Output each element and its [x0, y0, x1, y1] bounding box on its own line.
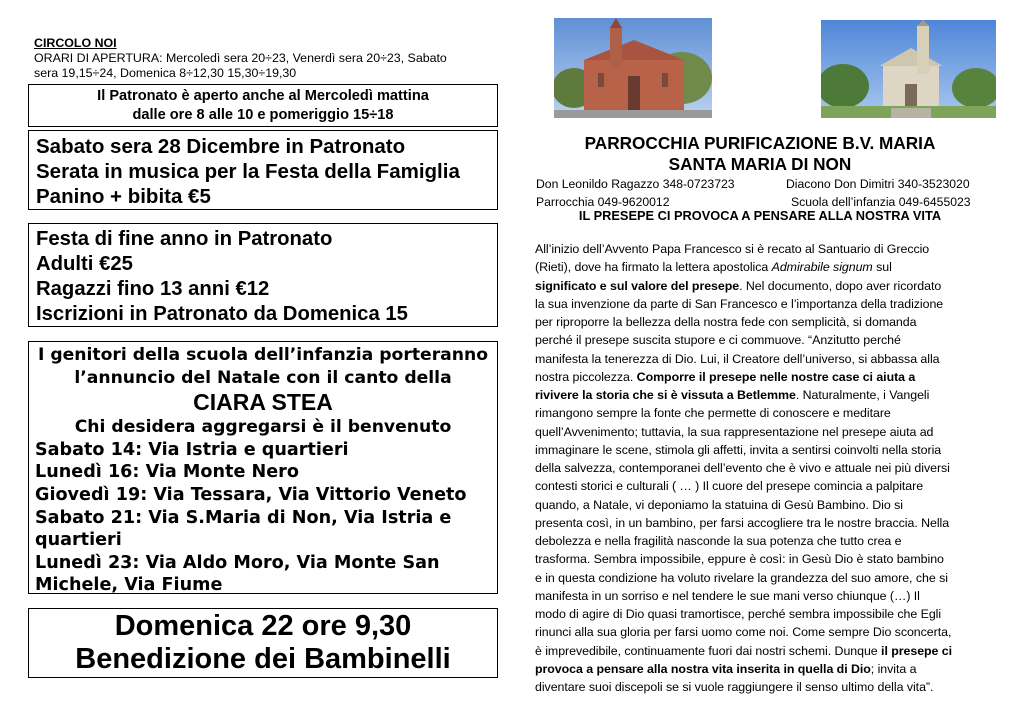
- fine-anno-line-2: Adulti €25: [36, 253, 133, 275]
- serata-famiglia-box: [28, 130, 498, 210]
- article-text-segment: . Nel documento, dopo aver ricordato: [739, 278, 942, 293]
- article-text-segment: diventare suoi discepoli se si vuole raggiungere il senso ultimo della vita”.: [535, 680, 934, 694]
- article-text-segment: provoca a pensare alla nostra vita inserita in quella di Dio: [535, 661, 871, 676]
- article-text-segment: la sua invenzione da parte di San Francesco e l’importanza della tradizione: [535, 296, 944, 311]
- schedule-item: Lunedì 16: Via Monte Nero: [35, 462, 299, 483]
- article-text-segment: significato e sul valore del presepe: [535, 278, 740, 293]
- article-line: [535, 350, 995, 368]
- article-text-segment: manifesta la tenerezza di Dio. Lui, il Creatore dell’universo, si abbassa alla: [535, 351, 940, 366]
- article-text-segment: e in questa condizione ha voluto rivelare la grandezza del suo amore, che si: [535, 570, 948, 585]
- serata-line-3: Panino + bibita €5: [36, 185, 211, 208]
- parish-title: [520, 133, 1000, 175]
- ciara-intro-line-2: l’annuncio del Natale con il canto della: [74, 367, 452, 388]
- article-line: [535, 368, 995, 386]
- contact-school: Scuola dell’infanzia 049-6455023: [791, 195, 971, 209]
- article-text-segment: (Rieti), dove ha firmato la lettera apostolica: [535, 260, 772, 275]
- article-text-segment: nostra piccolezza.: [535, 369, 637, 384]
- article-line: [535, 404, 995, 422]
- parish-name-line-2: SANTA MARIA DI NON: [668, 154, 852, 174]
- serata-line-1: Sabato sera 28 Dicembre in Patronato: [36, 135, 406, 158]
- article-line: [535, 331, 995, 349]
- article-line: [535, 569, 995, 587]
- ciara-title: CIARA STEA: [193, 389, 333, 416]
- article-line: [535, 295, 995, 313]
- article-text-segment: quell’Avvenimento; tuttavia, la sua rappresentazione nel presepe aiuta ad: [535, 424, 934, 439]
- contact-deacon: Diacono Don Dimitri 340-3523020: [786, 177, 970, 191]
- article-text-segment: Admirabile signum: [771, 260, 873, 275]
- ciara-invite: Chi desidera aggregarsi è il benvenuto: [74, 417, 452, 438]
- article-line: [535, 678, 995, 696]
- article-text-segment: ; invita a: [870, 661, 917, 676]
- schedule-item: Sabato 21: Via S.Maria di Non, Via Istria e: [35, 507, 452, 528]
- article-line: [535, 550, 995, 568]
- article-text-segment: presenta così, in un bambino, per farsi accogliere tra le nostre braccia. Nella: [535, 515, 950, 530]
- circolo-title: CIRCOLO NOI: [34, 36, 117, 50]
- church-photo-1: [554, 18, 712, 118]
- article-line: [535, 459, 995, 477]
- parish-name-line-1: PARROCCHIA PURIFICAZIONE B.V. MARIA: [584, 133, 936, 153]
- ciara-stea-box: [28, 341, 498, 594]
- article-text-segment: trasforma. Sembra impossibile, eppure è così: in Gesù Dio è stato bambino: [535, 552, 944, 567]
- article-line: [535, 277, 995, 295]
- article-line: [535, 441, 995, 459]
- schedule-item: Sabato 14: Via Istria e quartieri: [35, 439, 349, 460]
- article-text-segment: Comporre il presepe nelle nostre case ci aiuta a: [636, 369, 916, 384]
- fine-anno-line-3: Ragazzi fino 13 anni €12: [36, 278, 270, 300]
- article-text-segment: All’inizio dell’Avvento Papa Francesco si è recato al Santuario di Greccio: [535, 242, 930, 256]
- article-text-segment: rimangono sempre la fonte che permette di conoscere e meditare: [535, 406, 891, 421]
- serata-line-2: Serata in musica per la Festa della Famiglia: [36, 160, 460, 183]
- fine-anno-box: [28, 223, 498, 327]
- article-text-segment: della salvezza, contemporanei dell’evento che è vivo e attuale nei più diversi: [535, 461, 950, 475]
- opening-hours-line-1: ORARI DI APERTURA: Mercoledì sera 20÷23, Venerdì sera 20÷23, Sabato: [34, 51, 447, 65]
- church-photo-2: [821, 20, 996, 118]
- article-line: [535, 623, 995, 641]
- article-title: IL PRESEPE CI PROVOCA A PENSARE ALLA NOSTRA VITA: [578, 208, 942, 223]
- article-text-segment: immaginare le scene, stimola gli affetti, invita a sentirsi coinvolti nella storia: [535, 442, 942, 457]
- article-line: [535, 605, 995, 623]
- article-line: [535, 477, 995, 495]
- article-text-segment: debolezza e nella fragilità nasconde la sua potenza che tutto crea e: [535, 534, 902, 548]
- article-text-segment: il presepe ci: [881, 643, 953, 658]
- article-text-segment: quando, a Natale, vi deponiamo la statuina di Gesù Bambino. Dio si: [535, 497, 903, 512]
- article-text-segment: perché il presepe suscita stupore e ci commuove. “Anzitutto perché: [535, 333, 901, 348]
- article-line: [535, 514, 995, 532]
- benedizione-line-2: Benedizione dei Bambinelli: [75, 643, 451, 675]
- article-text-segment: rinunci alla sua gloria per farsi uomo come noi. Come sempre Dio sconcerta,: [535, 625, 952, 640]
- benedizione-line-1: Domenica 22 ore 9,30: [114, 610, 412, 642]
- fine-anno-line-4: Iscrizioni in Patronato da Domenica 15: [36, 303, 408, 325]
- benedizione-box: [28, 608, 498, 678]
- article-text-segment: . Naturalmente, i Vangeli: [795, 388, 930, 402]
- article-text-segment: è imprevedibile, continuamente fuori dai nostri schemi. Dunque: [535, 643, 882, 658]
- schedule-item: Michele, Via Fiume: [35, 575, 223, 596]
- article-text-segment: sul: [872, 260, 892, 275]
- patronato-hours-line-1: Il Patronato è aperto anche al Mercoledì mattina: [97, 88, 429, 104]
- article-text-segment: per riproporre la bellezza della nostra fede con semplicità, si domanda: [535, 315, 917, 329]
- article-line: [535, 313, 995, 331]
- article-text-segment: contesti storici e culturali ( … ) Il cuore del presepe comincia a palpitare: [535, 479, 924, 494]
- schedule-item: Lunedì 23: Via Aldo Moro, Via Monte San: [35, 552, 440, 573]
- patronato-hours-box: [28, 84, 498, 127]
- article-text-segment: rivivere la storia che si è vissuta a Betlemme: [535, 388, 796, 402]
- schedule-item: Giovedì 19: Via Tessara, Via Vittorio Veneto: [35, 484, 467, 505]
- article-line: [535, 258, 995, 276]
- article-line: [535, 587, 995, 605]
- contact-priest: Don Leonildo Ragazzo 348-0723723: [536, 177, 735, 191]
- article-text-segment: modo di agire di Dio quasi tramortisce, perché sembra impossibile che Egli: [535, 607, 942, 621]
- article-line: [535, 642, 995, 660]
- article-line: [535, 660, 995, 678]
- article-text-segment: manifesta in un sorriso e nel tendere le sue mani verso chiunque (…) Il: [535, 588, 920, 603]
- article-line: [535, 532, 995, 550]
- article-body: [535, 240, 995, 696]
- circolo-noi-section: [34, 36, 504, 81]
- fine-anno-line-1: Festa di fine anno in Patronato: [36, 228, 333, 250]
- patronato-hours-line-2: dalle ore 8 alle 10 e pomeriggio 15÷18: [132, 107, 394, 123]
- article-line: [535, 423, 995, 441]
- schedule-item: quartieri: [35, 530, 122, 551]
- article-line: [535, 496, 995, 514]
- opening-hours-line-2: sera 19,15÷24, Domenica 8÷12,30 15,30÷19,30: [34, 66, 297, 80]
- article-line: [535, 386, 995, 404]
- contact-parish: Parrocchia 049-9620012: [536, 195, 670, 209]
- article-line: [535, 240, 995, 258]
- ciara-intro-line-1: I genitori della scuola dell’infanzia porteranno: [37, 345, 489, 365]
